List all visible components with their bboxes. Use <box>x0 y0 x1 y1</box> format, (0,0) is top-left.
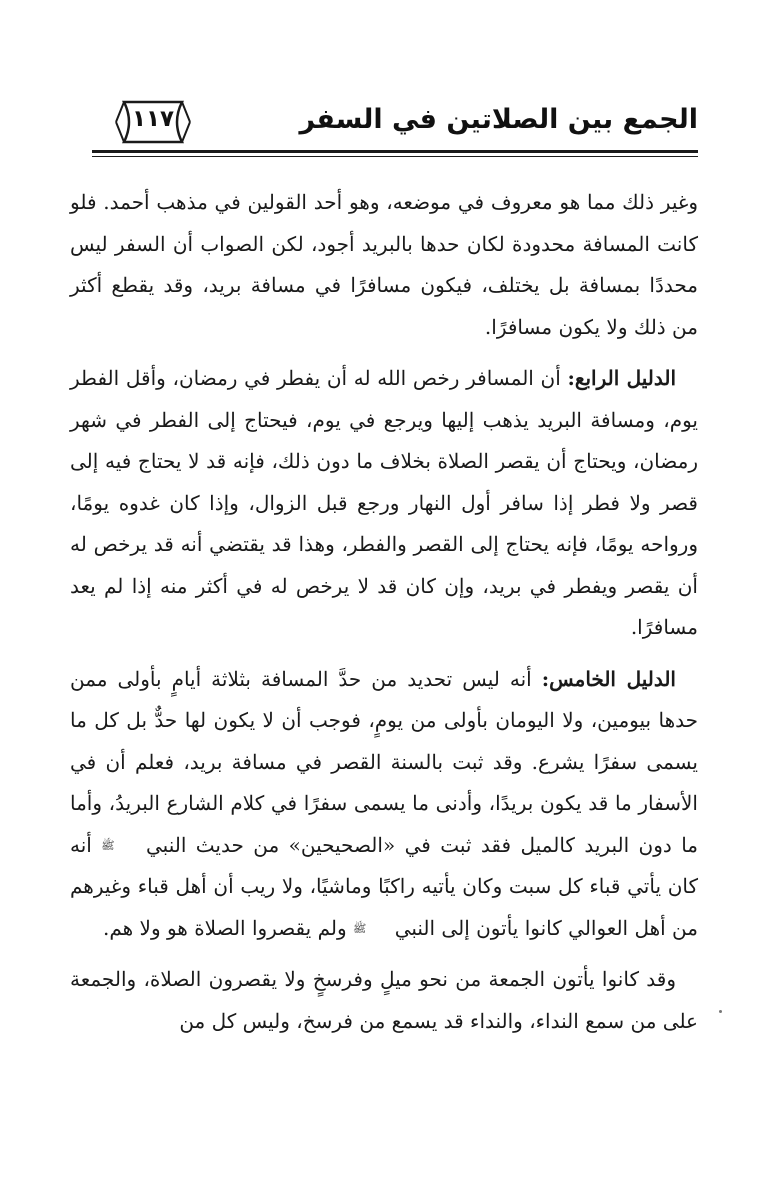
page-header <box>92 96 698 152</box>
salawat-glyph-1: ﷺ <box>101 839 115 852</box>
page-number: ١١٧ <box>131 106 175 132</box>
paragraph-2 <box>70 358 698 649</box>
margin-mark <box>719 1010 722 1013</box>
running-title: الجمع بين الصلاتين في السفر <box>299 104 698 135</box>
paragraph-3 <box>70 659 698 950</box>
paragraph-3-text-b: أنه كان يأتي قباء كل سبت وكان يأتيه راكبًا وماشيًا، ولا ريب أن أهل قباء وغيرهم من أهل العوالي كانوا يأتون إلى النبي <box>70 832 698 940</box>
evidence-four-label: الدليل الرابع: <box>567 366 676 390</box>
paragraph-3-text-c: ولم يقصروا الصلاة هو ولا هم. <box>102 915 354 940</box>
header-rule-thin <box>92 156 698 157</box>
paragraph-4: وقد كانوا يأتون الجمعة من نحو ميلٍ وفرسخٍ ولا يقصرون الصلاة، والجمعة على من سمع النداء، والنداء قد يسمع من فرسخ، وليس كل من <box>70 967 698 1033</box>
paragraph-2-text: أن المسافر رخص الله له أن يفطر في رمضان، وأقل الفطر يوم، ومسافة البريد يذهب إليها ويرجع في يوم، فيحتاج إلى الفطر في شهر رمضان، ويحتاج أن يقصر الصلاة بخلاف ما دون ذلك، فإنه قد لا يحتاج فيه إلى قصر ولا فطر إذا سافر أول النهار ورجع قبل الزوال، وإذا كان غدوه يومًا، ورواحه يومًا، فإنه يحتاج إلى القصر والفطر، وهذا قد يقتضي أنه قد يرخص له أن يقصر ويفطر في بريد، وإن كان قد لا يرخص له في أكثر منه إذا لم يعد مسافرًا. <box>70 366 698 639</box>
page-number-frame <box>110 100 196 144</box>
evidence-five-label: الدليل الخامس: <box>541 666 676 691</box>
paragraph-1: وغير ذلك مما هو معروف في موضعه، وهو أحد القولين في مذهب أحمد. فلو كانت المسافة محدودة لكان حدها بالبريد أجود، لكن الصواب أن السفر ليس محددًا بمسافة بل يختلف، فيكون مسافرًا في مسافة بريد، وقد يقطع أكثر من ذلك ولا يكون مسافرًا. <box>70 190 698 339</box>
body-text <box>70 182 698 1052</box>
paragraph-3-text-a: أنه ليس تحديد من حدَّ المسافة بثلاثة أيامٍ بأولى ممن حدها بيومين، ولا اليومان بأولى من يومٍ، فوجب أن لا يكون لها حدٌّ بل كل ما يسمى سفرًا يشرع. وقد ثبت بالسنة القصر في مسافة بريد، فعلم أن في الأسفار ما قد يكون بريدًا، وأدنى ما يسمى سفرًا في كلام الشارع البريدُ، وأما ما دون البريد كالميل فقد ثبت في «الصحيحين» من حديث النبي <box>70 666 699 857</box>
header-rule <box>92 150 698 153</box>
salawat-glyph-2: ﷺ <box>353 922 367 935</box>
